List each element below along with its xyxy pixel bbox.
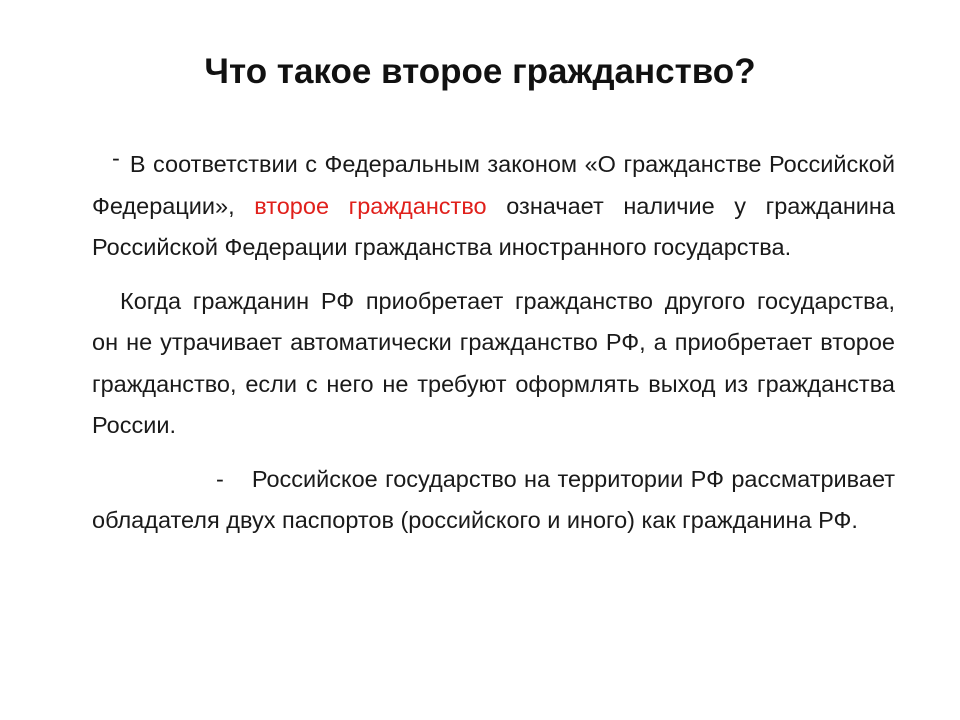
recognition-text: Российское государство на территории РФ рассматривает обладателя двух паспортов (российского и иного) как гражданина РФ. — [92, 465, 895, 533]
slide-body — [92, 144, 895, 554]
dash-marker: - — [112, 145, 120, 171]
paragraph-recognition — [92, 459, 895, 542]
definition-text-start: В соответствии с Федеральным законом «О гражданстве Российской Федерации», — [92, 151, 895, 219]
dash-marker: - — [216, 465, 224, 492]
paragraph-definition — [92, 144, 895, 269]
paragraph-acquisition: Когда гражданин РФ приобретает гражданство другого государства, он не утрачивает автоматически гражданство РФ, а приобретает второе гражданство, если с него не требуют оформлять выход из гражданства России. — [92, 287, 895, 438]
definition-text-end: означает наличие у гражданина Российской Федерации гражданства иностранного государства. — [92, 192, 895, 260]
slide-title: Что такое второе гражданство? — [204, 52, 756, 91]
highlighted-term: второе гражданство — [254, 192, 487, 219]
